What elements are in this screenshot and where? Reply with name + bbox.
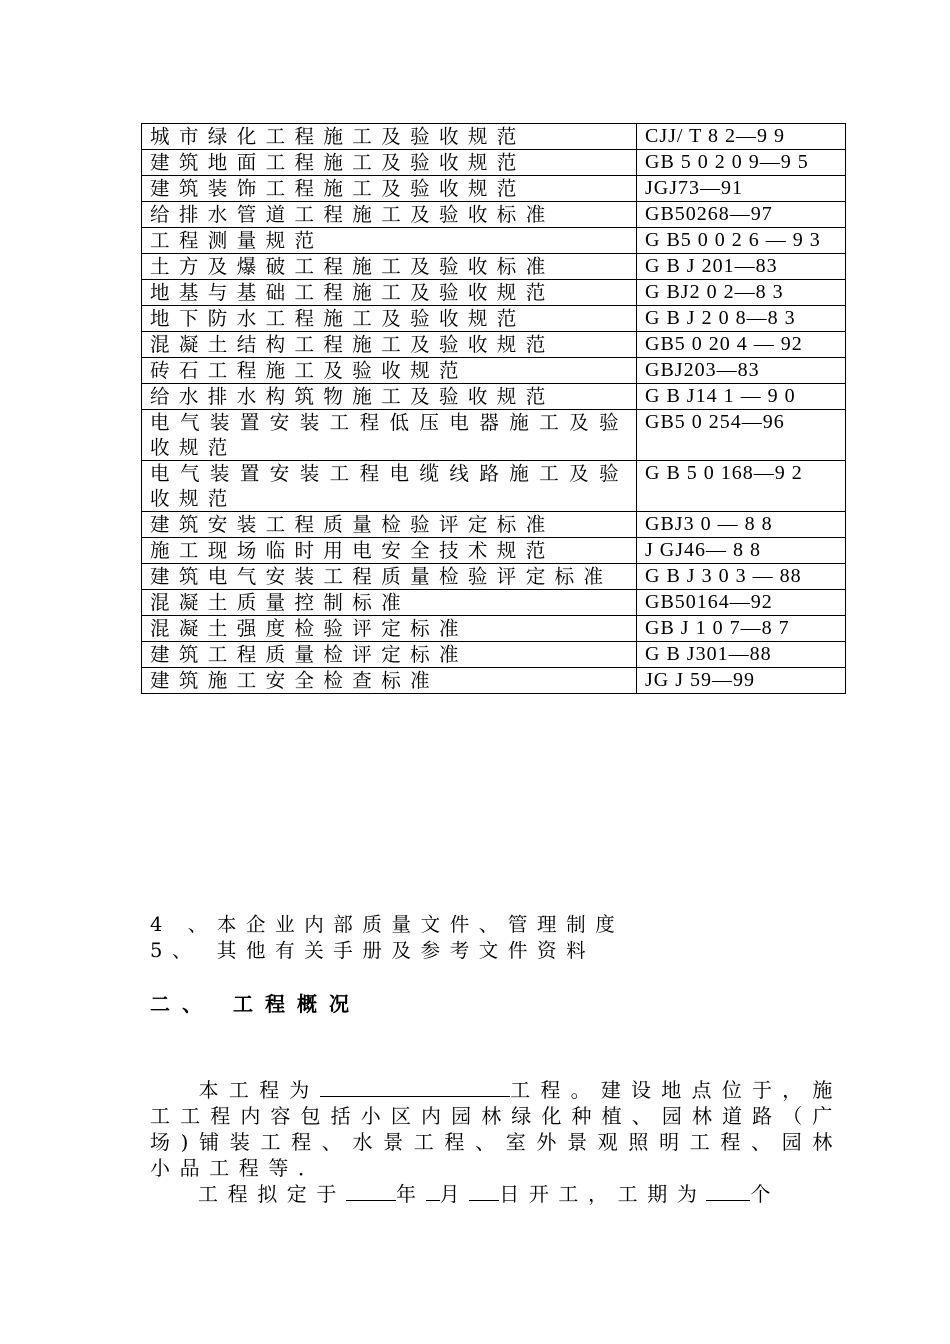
standard-name: 建筑电气安装工程质量检验评定标准	[142, 564, 637, 590]
month-blank	[426, 1180, 440, 1201]
standard-name: 建筑地面工程施工及验收规范	[142, 150, 637, 176]
standard-name: 建筑装饰工程施工及验收规范	[142, 176, 637, 202]
standard-code: G B J 2 0 8—8 3	[637, 306, 846, 332]
standard-code: CJJ/ T 8 2—9 9	[637, 124, 846, 150]
standards-table	[141, 123, 846, 694]
standard-name: 工程测量规范	[142, 228, 637, 254]
standard-name: 建筑施工安全检查标准	[142, 668, 637, 694]
standard-code: J GJ46— 8 8	[637, 538, 846, 564]
standard-row	[142, 616, 846, 642]
standard-code: JGJ73—91	[637, 176, 846, 202]
standard-row	[142, 176, 846, 202]
standard-code: GB5 0 254—96	[637, 410, 846, 461]
standard-name: 建筑工程质量检评定标准	[142, 642, 637, 668]
standard-name: 施工现场临时用电安全技术规范	[142, 538, 637, 564]
standard-row	[142, 564, 846, 590]
standard-code: GB5 0 20 4 — 92	[637, 332, 846, 358]
standard-row	[142, 642, 846, 668]
standard-row	[142, 384, 846, 410]
period-label: 工期为	[617, 1182, 707, 1206]
standard-name: 给水排水构筑物施工及验收规范	[142, 384, 637, 410]
standard-row	[142, 124, 846, 150]
year-blank	[346, 1180, 396, 1201]
standard-code: GB J 1 0 7—8 7	[637, 616, 846, 642]
standard-name: 地下防水工程施工及验收规范	[142, 306, 637, 332]
standard-row	[142, 150, 846, 176]
standard-row	[142, 461, 846, 512]
standard-name: 混凝土结构工程施工及验收规范	[142, 332, 637, 358]
standard-name: 给排水管道工程施工及验收标准	[142, 202, 637, 228]
day-blank	[469, 1180, 499, 1201]
standard-code: G B J 201—83	[637, 254, 846, 280]
standard-row	[142, 512, 846, 538]
standard-name: 电气装置安装工程低压电器施工及验收规范	[142, 410, 637, 461]
overview-body-text: 工程。建设地点位于，施工工程内容包括小区内园林绿化种植、园林道路（广场)铺装工程、水景工程、室外景观照明工程、园林小品工程等．	[150, 1078, 842, 1180]
standard-row	[142, 306, 846, 332]
standard-row	[142, 668, 846, 694]
standard-row	[142, 280, 846, 306]
note-item-4: 4 、本企业内部质量文件、管理制度	[150, 913, 625, 936]
standard-code: G BJ2 0 2—8 3	[637, 280, 846, 306]
schedule-paragraph	[150, 1180, 842, 1207]
standard-name: 混凝土质量控制标准	[142, 590, 637, 616]
standards-table-body	[142, 124, 846, 694]
standard-name: 地基与基础工程施工及验收规范	[142, 280, 637, 306]
standard-code: GBJ203—83	[637, 358, 846, 384]
standard-row	[142, 332, 846, 358]
overview-paragraph	[150, 1076, 842, 1181]
month-label: 月	[439, 1182, 470, 1206]
standard-code: G B J301—88	[637, 642, 846, 668]
period-tail: 个	[750, 1182, 781, 1206]
standard-row	[142, 254, 846, 280]
standard-row	[142, 590, 846, 616]
standard-code: JG J 59—99	[637, 668, 846, 694]
standard-code: GB50268—97	[637, 202, 846, 228]
standard-row	[142, 228, 846, 254]
standard-row	[142, 202, 846, 228]
standard-name: 砖石工程施工及验收规范	[142, 358, 637, 384]
standard-code: G B J14 1 — 9 0	[637, 384, 846, 410]
overview-lead-text: 本工程为	[198, 1078, 320, 1102]
day-label: 日开工，	[499, 1182, 618, 1206]
standard-code: G B J 3 0 3 — 88	[637, 564, 846, 590]
standard-name: 电气装置安装工程电缆线路施工及验收规范	[142, 461, 637, 512]
standard-row	[142, 358, 846, 384]
standard-name: 建筑安装工程质量检验评定标准	[142, 512, 637, 538]
period-blank	[706, 1180, 750, 1201]
project-name-blank	[320, 1076, 510, 1097]
standard-name: 城市绿化工程施工及验收规范	[142, 124, 637, 150]
section-heading: 二、 工程概况	[150, 992, 361, 1016]
standard-row	[142, 538, 846, 564]
standard-code: GBJ3 0 — 8 8	[637, 512, 846, 538]
standard-row	[142, 410, 846, 461]
standard-name: 混凝土强度检验评定标准	[142, 616, 637, 642]
year-label: 年	[396, 1182, 426, 1206]
standard-code: GB 5 0 2 0 9—9 5	[637, 150, 846, 176]
standard-code: G B 5 0 168—9 2	[637, 461, 846, 512]
standard-code: G B5 0 0 2 6 — 9 3	[637, 228, 846, 254]
standard-name: 土方及爆破工程施工及验收标准	[142, 254, 637, 280]
standard-code: GB50164—92	[637, 590, 846, 616]
schedule-lead-text: 工程拟定于	[198, 1182, 346, 1206]
note-item-5: 5、 其他有关手册及参考文件资料	[150, 939, 596, 962]
